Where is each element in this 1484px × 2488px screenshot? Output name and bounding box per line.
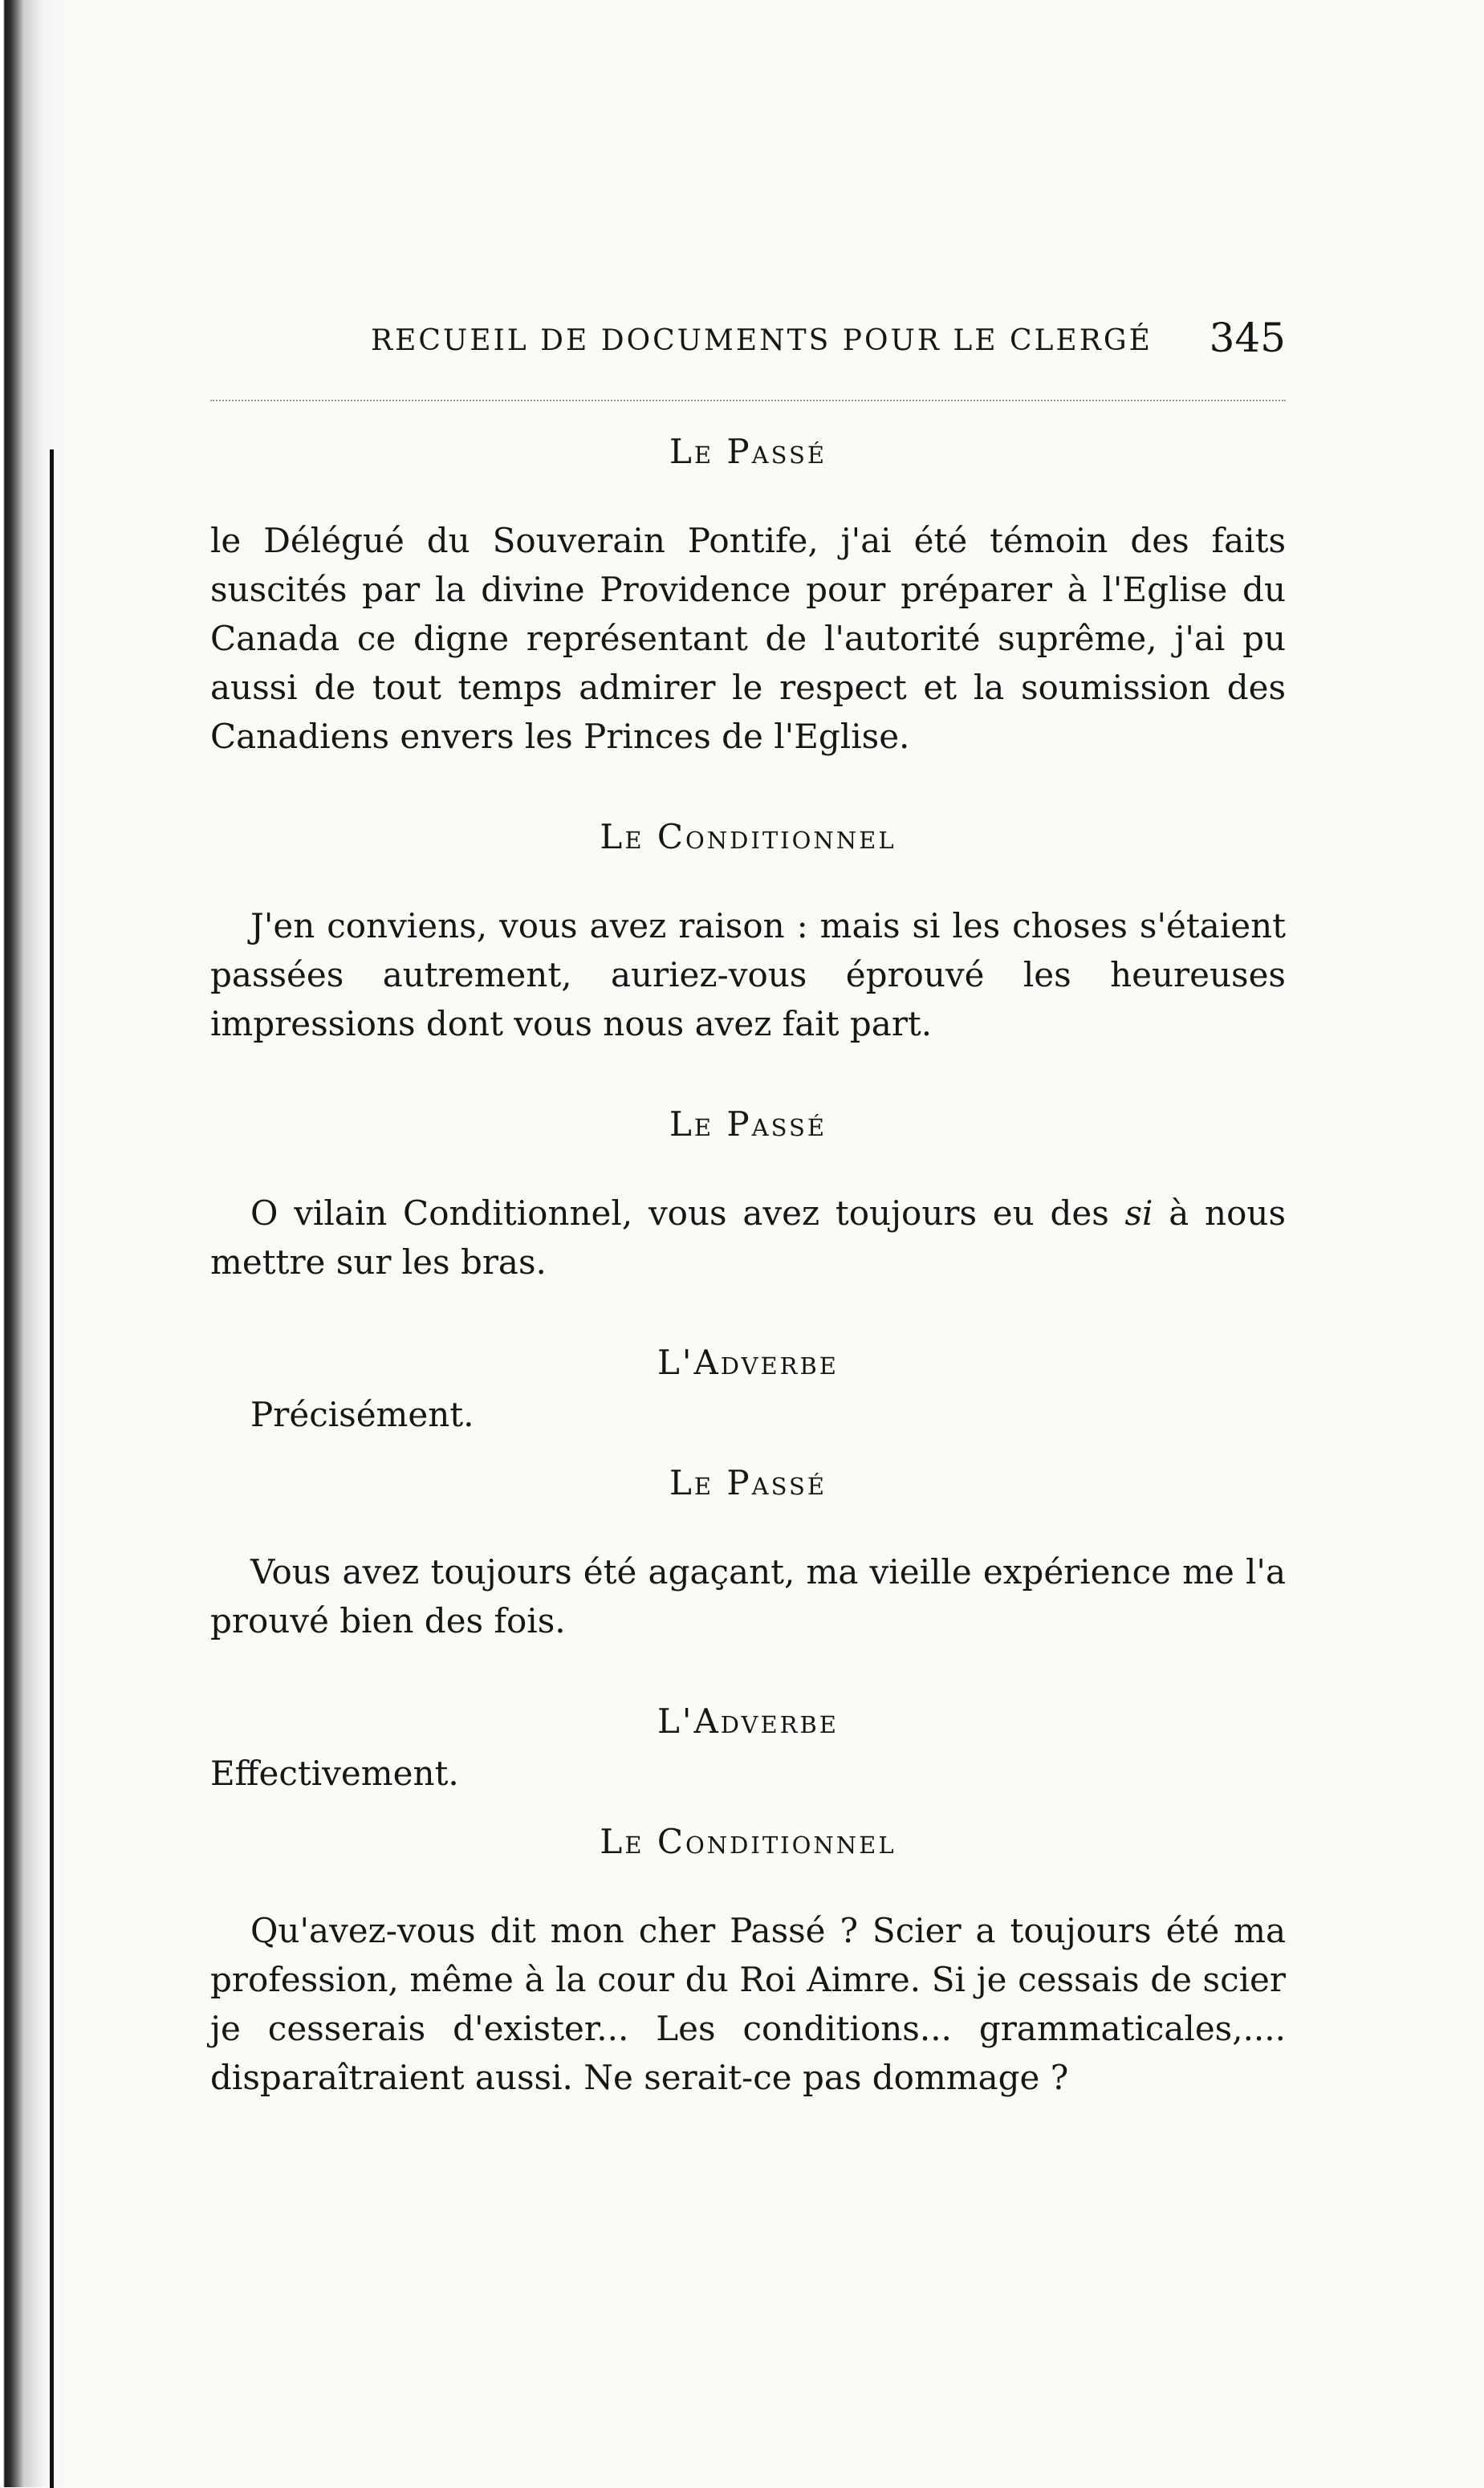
speech-text: à nous mettre sur les bras.: [210, 1193, 1286, 1282]
speaker-heading: Le Conditionnel: [600, 817, 896, 856]
speaker-heading: L'Adverbe: [657, 1343, 839, 1382]
speaker-heading: L'Adverbe: [657, 1701, 839, 1741]
speech-paragraph: Qu'avez-vous dit mon cher Passé ? Scier a toujours été ma profession, même à la cour du Roi Aimre. Si je cessais de scier je cesserais d'exister... Les conditions... grammaticales,.... disparaîtraient aussi. Ne serait-ce pas dommage ?: [210, 1911, 1286, 2097]
speech-paragraph: Vous avez toujours été agaçant, ma vieille expérience me l'a prouvé bien des fois.: [210, 1552, 1286, 1640]
header-rule: [210, 400, 1286, 403]
speaker-heading: Le Passé: [669, 432, 827, 471]
speaker-heading: Le Passé: [669, 1104, 827, 1144]
page-number: 345: [1209, 315, 1286, 361]
speech-emphasis: si: [1124, 1193, 1153, 1233]
gutter-line: [50, 449, 54, 2488]
speaker-heading: Le Passé: [669, 1463, 827, 1502]
book-binding-edge: [0, 0, 77, 2487]
running-title: RECUEIL DE DOCUMENTS POUR LE CLERGÉ: [371, 324, 1153, 357]
speech-paragraph: [210, 1189, 1286, 1287]
running-head: [210, 305, 1286, 369]
speech-paragraph: J'en conviens, vous avez raison : mais si les choses s'étaient passées autrement, auriez-vous éprouvé les heureuses impressions dont vous nous avez fait part.: [210, 906, 1286, 1043]
speech-text: O vilain Conditionnel, vous avez toujours eu des: [250, 1193, 1125, 1233]
speech-paragraph: Précisément.: [250, 1395, 474, 1434]
speech-paragraph: Effectivement.: [210, 1754, 459, 1793]
book-page: [210, 305, 1286, 2102]
speech-paragraph: le Délégué du Souverain Pontife, j'ai été témoin des faits suscités par la divine Providence pour préparer à l'Eglise du Canada ce digne représentant de l'autorité suprême, j'ai pu aussi de tout temps admirer le respect et la soumission des Canadiens envers les Princes de l'Eglise.: [210, 521, 1286, 756]
speaker-heading: Le Conditionnel: [600, 1822, 896, 1861]
